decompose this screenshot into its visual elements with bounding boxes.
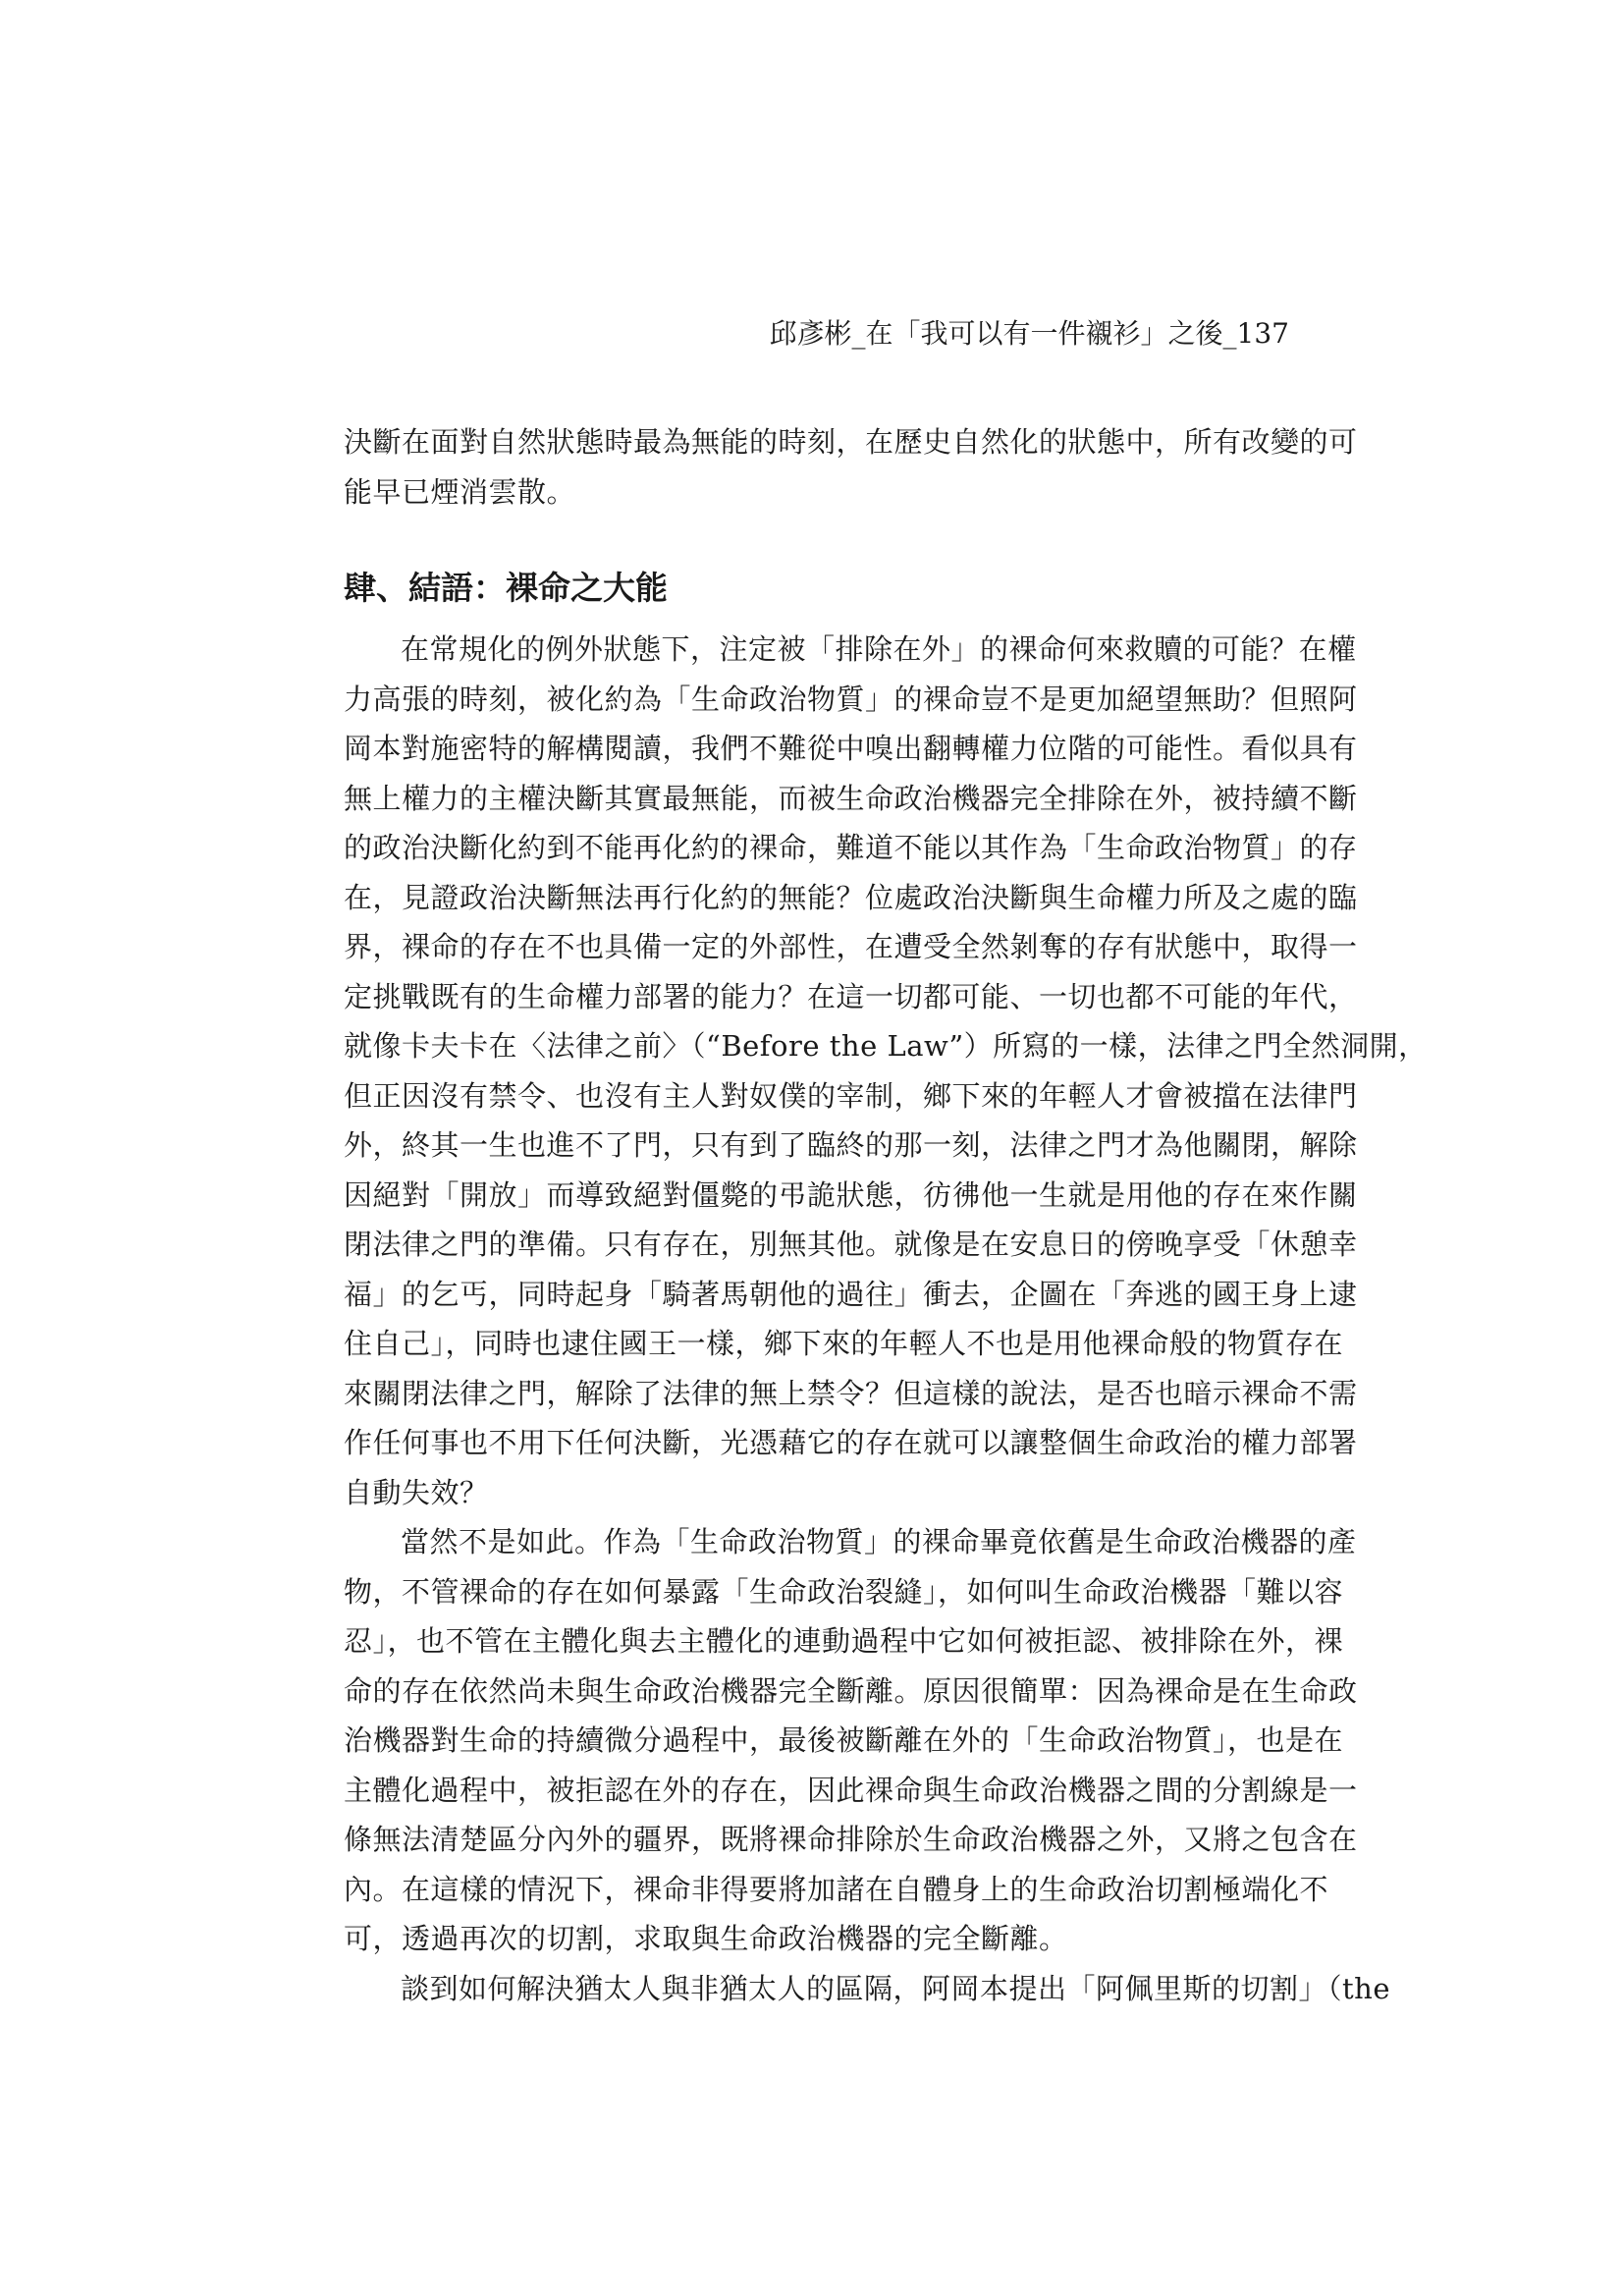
text-line: 的政治決斷化約到不能再化約的裸命，難道不能以其作為「生命政治物質」的存	[344, 831, 1358, 864]
text-line: 界，裸命的存在不也具備一定的外部性，在遭受全然剝奪的存有狀態中，取得一	[344, 930, 1358, 963]
text-line: 主體化過程中，被拒認在外的存在，因此裸命與生命政治機器之間的分割線是一	[344, 1773, 1358, 1807]
text-line: 作任何事也不用下任何決斷，光憑藉它的存在就可以讓整個生命政治的權力部署	[344, 1426, 1358, 1459]
text-line: 閉法律之門的準備。只有存在，別無其他。就像是在安息日的傍晚享受「休憩幸	[344, 1228, 1358, 1261]
paragraph-2	[344, 1517, 1358, 1964]
text-line: 忍」，也不管在主體化與去主體化的連動過程中它如何被拒認、被排除在外，裸	[344, 1624, 1344, 1658]
text-line: 但正因沒有禁令、也沒有主人對奴僕的宰制，鄉下來的年輕人才會被擋在法律門	[344, 1078, 1358, 1113]
text-line: 當然不是如此。作為「生命政治物質」的裸命畢竟依舊是生命政治機器的產	[401, 1525, 1357, 1558]
body-text	[344, 417, 1428, 2013]
text-line: 能早已煙消雲散。	[344, 474, 576, 509]
text-line: 內。在這樣的情況下，裸命非得要將加諸在自體身上的生命政治切割極端化不	[344, 1872, 1329, 1906]
text-line: 自動失效？	[344, 1475, 489, 1509]
intro-paragraph	[344, 417, 1358, 517]
text-line: 因絕對「開放」而導致絕對僵斃的弔詭狀態，彷彿他一生就是用他的存在來作關	[344, 1177, 1358, 1212]
text-line: 定挑戰既有的生命權力部署的能力？在這一切都可能、一切也都不可能的年代，	[344, 979, 1358, 1013]
section-heading: 肆、結語：裸命之大能	[344, 569, 668, 607]
paragraph-3	[344, 1964, 1390, 2014]
text-line: 物，不管裸命的存在如何暴露「生命政治裂縫」，如何叫生命政治機器「難以容	[344, 1574, 1344, 1609]
text-line: 無上權力的主權決斷其實最無能，而被生命政治機器完全排除在外，被持續不斷	[344, 781, 1358, 815]
text-line: 來關閉法律之門，解除了法律的無上禁令？但這樣的說法，是否也暗示裸命不需	[344, 1376, 1358, 1410]
text-line: 在常規化的例外狀態下，注定被「排除在外」的裸命何來救贖的可能？在權	[401, 632, 1357, 666]
text-line: 談到如何解決猶太人與非猶太人的區隔，阿岡本提出「阿佩里斯的切割」（the	[401, 1971, 1390, 2005]
text-line: 治機器對生命的持續微分過程中，最後被斷離在外的「生命政治物質」，也是在	[344, 1723, 1344, 1757]
text-line: 就像卡夫卡在〈法律之前〉（“Before the Law”）所寫的一樣，法律之門全然洞開，	[344, 1029, 1428, 1063]
text-line: 福」的乞丐，同時起身「騎著馬朝他的過往」衝去，企圖在「奔逃的國王身上逮	[344, 1277, 1358, 1311]
text-line: 力高張的時刻，被化約為「生命政治物質」的裸命豈不是更加絕望無助？但照阿	[344, 682, 1358, 716]
text-line: 在，見證政治決斷無法再行化約的無能？位處政治決斷與生命權力所及之處的臨	[344, 880, 1358, 914]
paragraph-1	[344, 625, 1428, 1517]
text-line: 可，透過再次的切割，求取與生命政治機器的完全斷離。	[344, 1922, 1068, 1955]
text-line: 命的存在依然尚未與生命政治機器完全斷離。原因很簡單：因為裸命是在生命政	[344, 1673, 1358, 1708]
text-line: 住自己」，同時也逮住國王一樣，鄉下來的年輕人不也是用他裸命般的物質存在	[344, 1327, 1344, 1360]
text-line: 外，終其一生也進不了門，只有到了臨終的那一刻，法律之門才為他關閉，解除	[344, 1128, 1358, 1162]
text-line: 條無法清楚區分內外的疆界，既將裸命排除於生命政治機器之外，又將之包含在	[344, 1823, 1358, 1856]
text-line: 岡本對施密特的解構閱讀，我們不難從中嗅出翻轉權力位階的可能性。看似具有	[344, 732, 1358, 765]
text-line: 決斷在面對自然狀態時最為無能的時刻，在歷史自然化的狀態中，所有改變的可	[344, 425, 1358, 459]
running-header: 邱彥彬_在「我可以有一件襯衫」之後_137	[769, 317, 1289, 350]
